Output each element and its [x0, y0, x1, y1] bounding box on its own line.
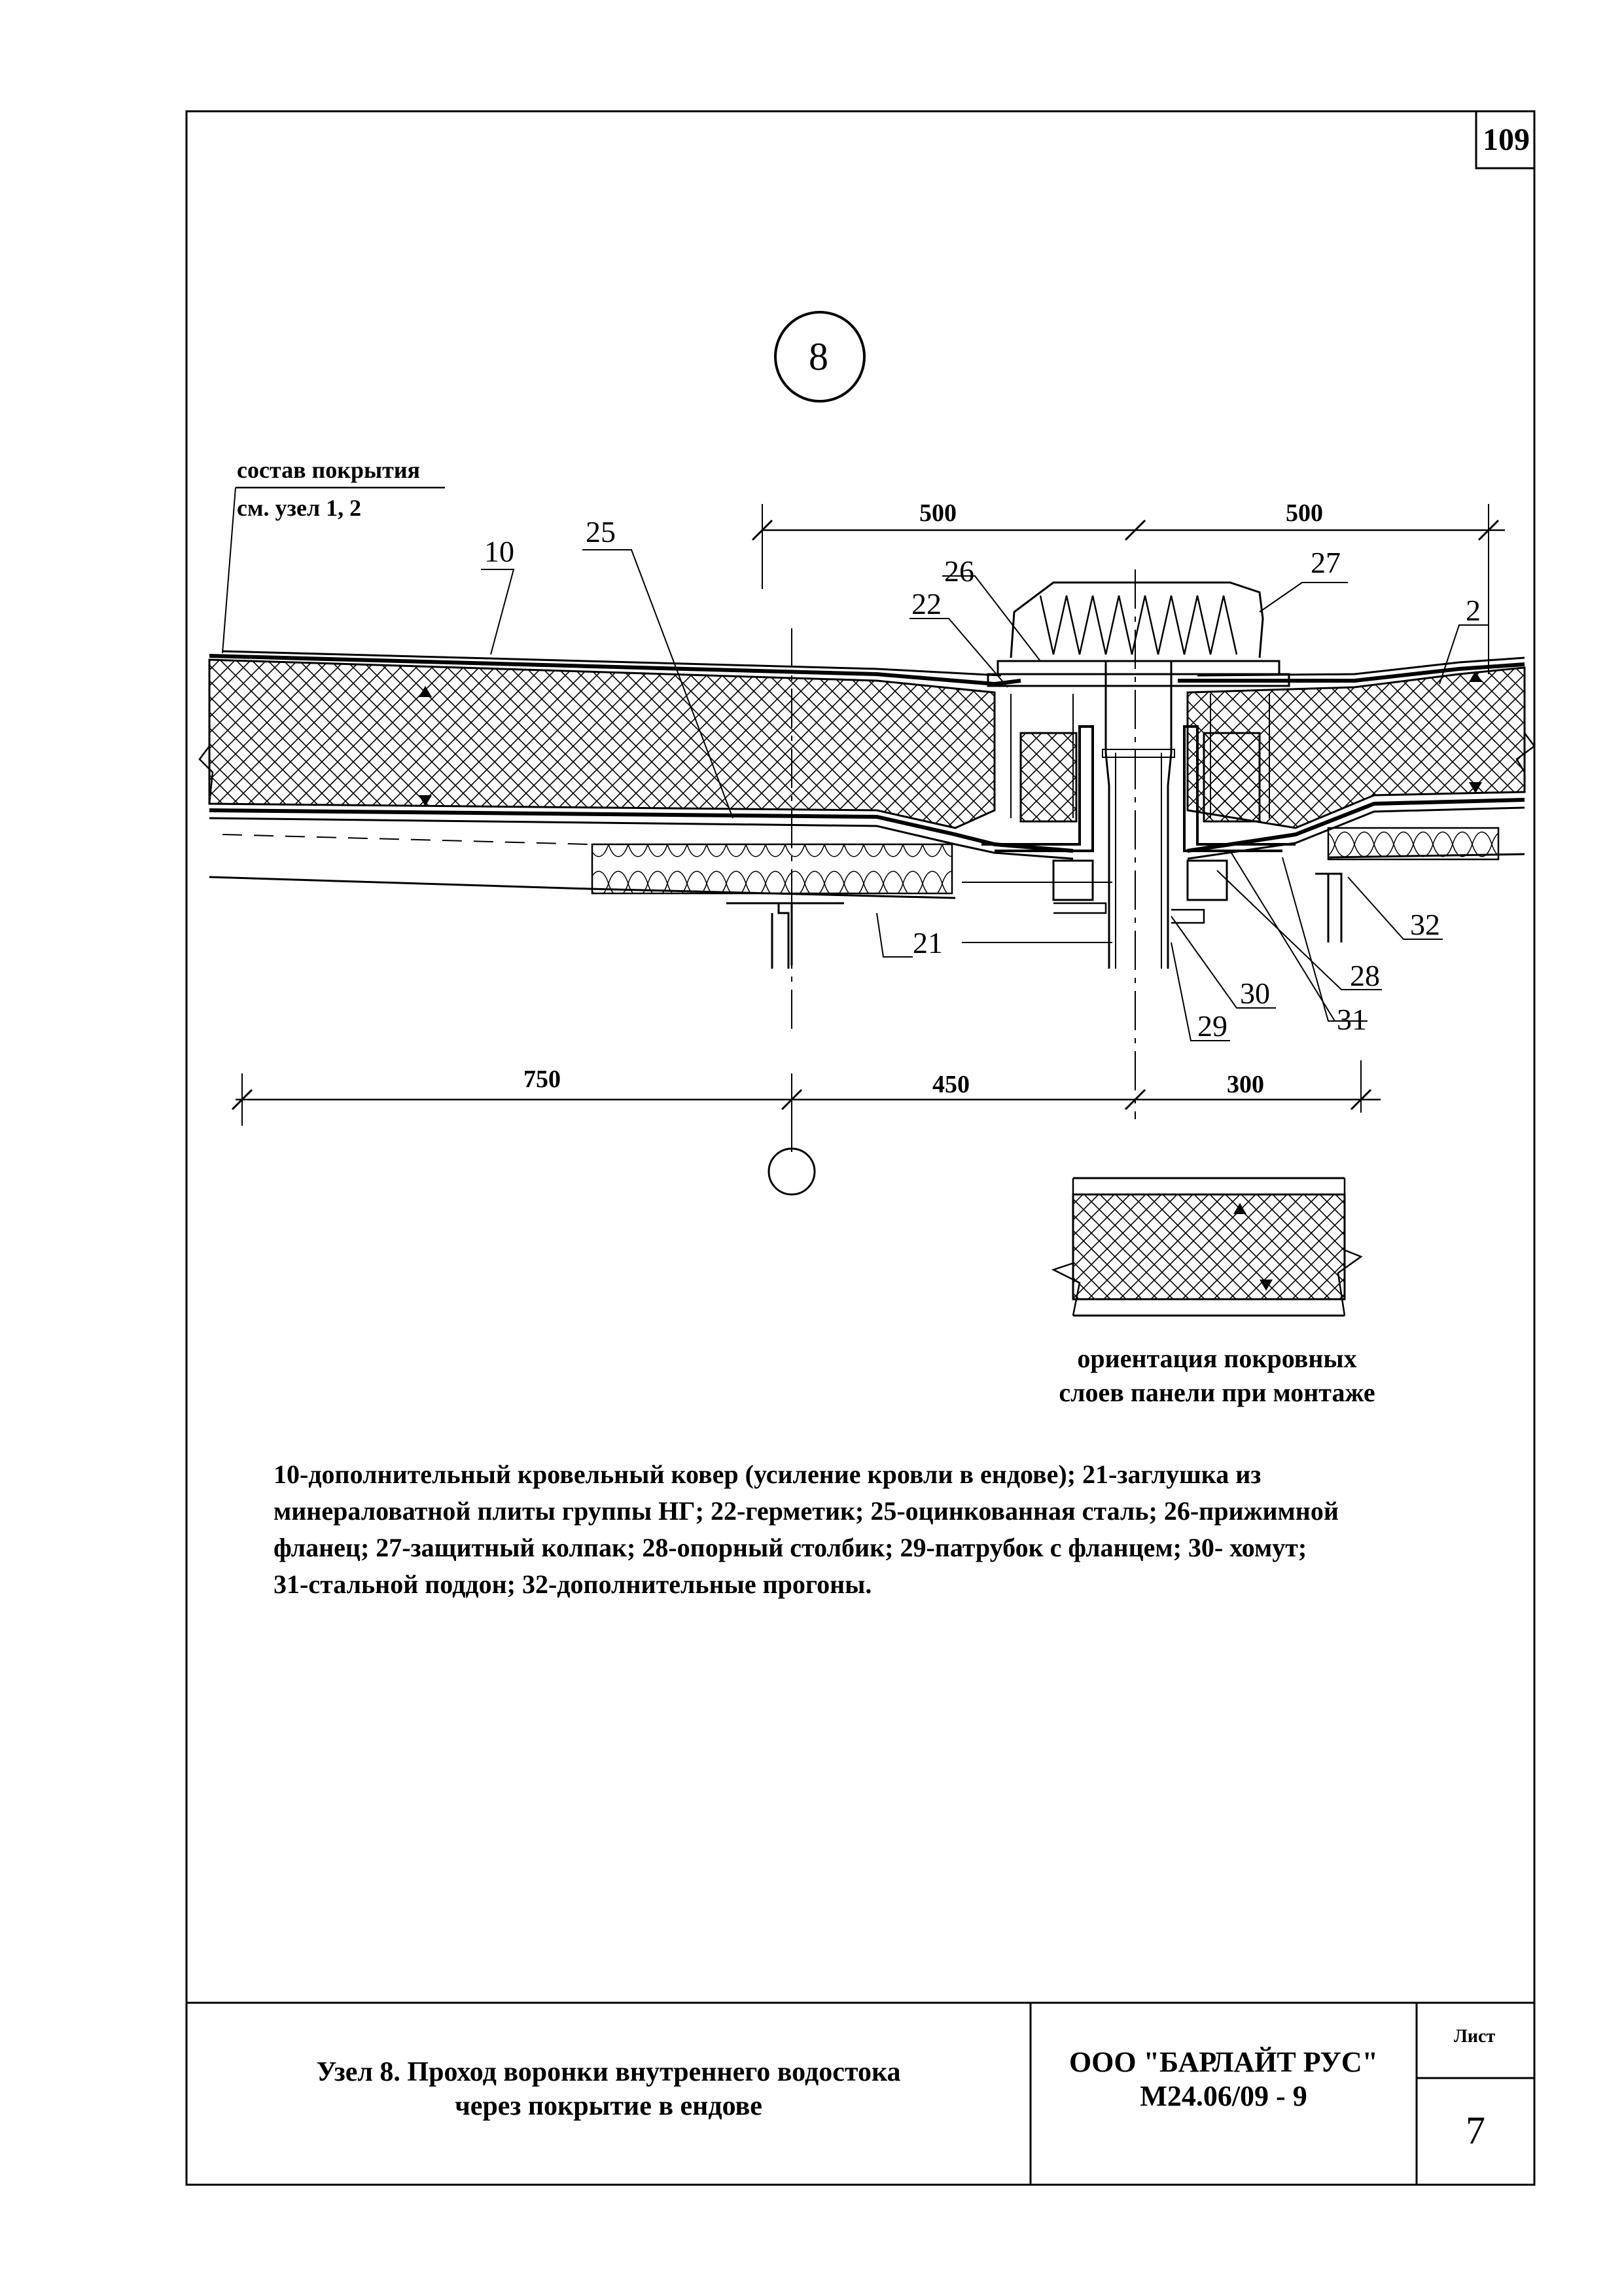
- title-line2: через покрытие в ендове: [455, 2091, 762, 2121]
- sheet-frame: [186, 111, 1534, 2185]
- axis-circle: [769, 1149, 815, 1194]
- orientation-panel: [1073, 1194, 1345, 1299]
- dim-bottom-1: 750: [523, 1066, 561, 1093]
- dim-bottom-2: 450: [932, 1071, 970, 1098]
- label-32: 32: [1410, 908, 1440, 941]
- label-10: 10: [484, 535, 514, 568]
- panel-core-left: [209, 660, 995, 828]
- title-block-title: [196, 2055, 1021, 2123]
- composition-note-line1: состав покрытия: [237, 457, 421, 483]
- legend: [274, 1456, 1438, 1603]
- orientation-caption: [1021, 1342, 1413, 1410]
- doc-code: М24.06/09 - 9: [1140, 2080, 1307, 2112]
- node-number: 8: [809, 335, 828, 378]
- page-number: 109: [1483, 122, 1530, 157]
- label-29: 29: [1197, 1009, 1227, 1043]
- funnel-cap: [1011, 583, 1263, 658]
- sheet-number: 7: [1466, 2109, 1485, 2152]
- label-28: 28: [1350, 959, 1380, 992]
- label-22: 22: [911, 587, 942, 620]
- org-name: ООО "БАРЛАЙТ РУС": [1068, 2046, 1379, 2078]
- legend-line: фланец; 27-защитный колпак; 28-опорный столбик; 29-патрубок с фланцем; 30- хомут;: [274, 1533, 1307, 1562]
- label-27: 27: [1311, 546, 1341, 579]
- orientation-caption-line2: слоев панели при монтаже: [1059, 1378, 1375, 1407]
- dim-top-right: 500: [1286, 499, 1323, 527]
- support-right: [1204, 733, 1260, 821]
- label-31: 31: [1337, 1003, 1367, 1036]
- title-line1: Узел 8. Проход воронки внутреннего водостока: [316, 2057, 901, 2087]
- wool-left: [592, 844, 952, 893]
- label-21: 21: [913, 926, 943, 960]
- wool-right: [1328, 828, 1498, 859]
- title-block-org: [1034, 2045, 1413, 2113]
- label-26: 26: [944, 554, 974, 588]
- legend-line: 31-стальной поддон; 32-дополнительные прогоны.: [274, 1570, 872, 1599]
- legend-line: 10-дополнительный кровельный ковер (усиление кровли в ендове); 21-заглушка из: [274, 1460, 1262, 1489]
- label-25: 25: [586, 515, 616, 548]
- sheet-label: Лист: [1454, 2026, 1496, 2047]
- dim-top-left: 500: [919, 499, 957, 527]
- label-30: 30: [1240, 977, 1270, 1010]
- composition-note-line2: см. узел 1, 2: [237, 495, 362, 521]
- label-2: 2: [1466, 594, 1481, 627]
- orientation-caption-line1: ориентация покровных: [1077, 1344, 1357, 1373]
- support-left: [1021, 733, 1076, 821]
- dim-bottom-3: 300: [1227, 1071, 1264, 1098]
- legend-line: минераловатной плиты группы НГ; 22-герметик; 25-оцинкованная сталь; 26-прижимной: [274, 1496, 1339, 1526]
